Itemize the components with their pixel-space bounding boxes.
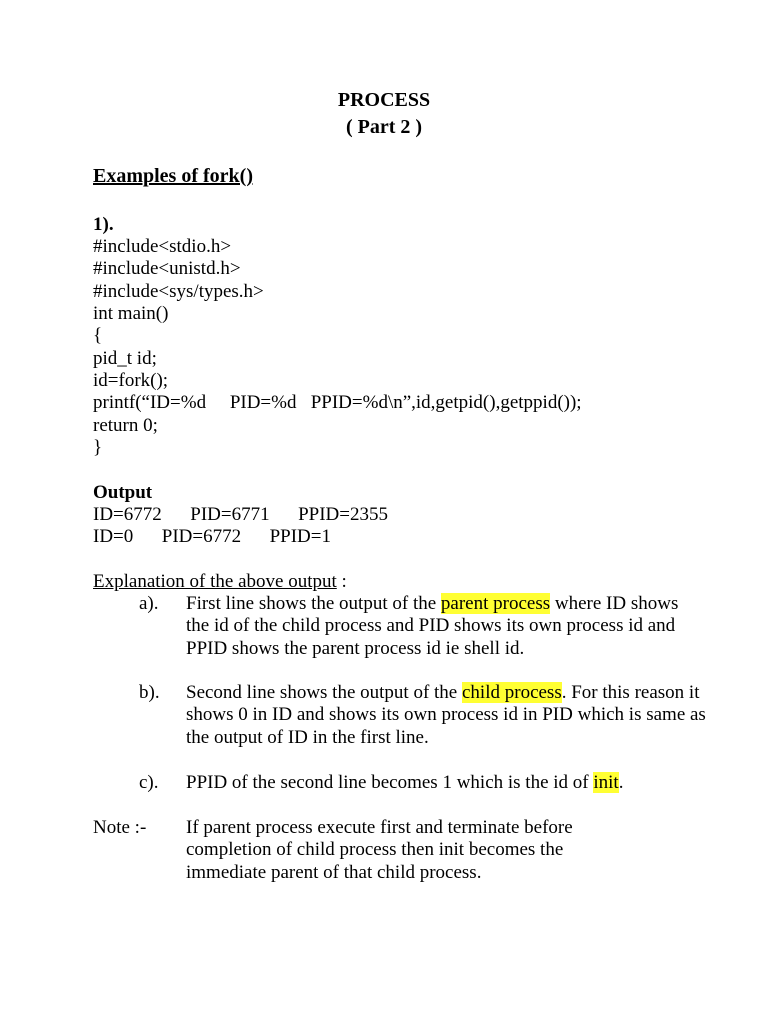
explanation-heading: [93, 571, 347, 593]
output-heading: Output: [93, 482, 153, 503]
code-line: int main(): [93, 303, 169, 324]
list-item-text: First line shows the output of the: [186, 593, 441, 614]
explanation-heading-text: Explanation of the above output: [93, 571, 337, 592]
list-item-text: . For this reason it shows 0 in ID and shows its own process id in PID which is same as the output of ID in the first line.: [186, 682, 706, 748]
page-title: PROCESS: [337, 89, 431, 111]
code-line: return 0;: [93, 415, 158, 436]
list-item-text: PPID of the second line becomes 1 which is the id of: [186, 772, 594, 793]
note-label: Note :-: [93, 817, 147, 838]
list-item-label: a).: [139, 593, 159, 614]
highlight-parent-process: parent process: [440, 593, 551, 614]
output-line: ID=0 PID=6772 PPID=1: [93, 526, 331, 547]
code-line: pid_t id;: [93, 348, 157, 369]
list-item: [186, 593, 706, 660]
highlight-child-process: child process: [462, 682, 562, 703]
code-line: {: [93, 325, 103, 346]
code-line: }: [93, 437, 103, 458]
example-number: 1).: [93, 214, 114, 235]
code-line: #include<stdio.h>: [93, 236, 232, 257]
code-line: printf(“ID=%d PID=%d PPID=%d\n”,id,getpid(),getppid());: [93, 392, 582, 413]
list-item: [186, 682, 706, 749]
code-line: #include<unistd.h>: [93, 258, 241, 279]
explanation-colon: :: [336, 571, 347, 592]
list-item-text: Second line shows the output of the: [186, 682, 462, 703]
section-heading: Examples of fork(): [93, 165, 253, 187]
list-item-label: b).: [139, 682, 160, 703]
note-text: If parent process execute first and terminate before completion of child process then init becomes the immediate parent of that child process.: [186, 817, 573, 883]
code-line: #include<sys/types.h>: [93, 281, 264, 302]
list-item: [186, 772, 706, 794]
list-item-text: .: [618, 772, 624, 793]
list-item-label: c).: [139, 772, 159, 793]
list-item-text: where ID shows the id of the child process and PID shows its own process id and PPID shows the parent process id ie shell id.: [186, 593, 679, 659]
highlight-init: init: [593, 772, 619, 793]
page-subtitle: ( Part 2 ): [345, 116, 423, 138]
output-line: ID=6772 PID=6771 PPID=2355: [93, 504, 388, 525]
code-line: id=fork();: [93, 370, 169, 391]
